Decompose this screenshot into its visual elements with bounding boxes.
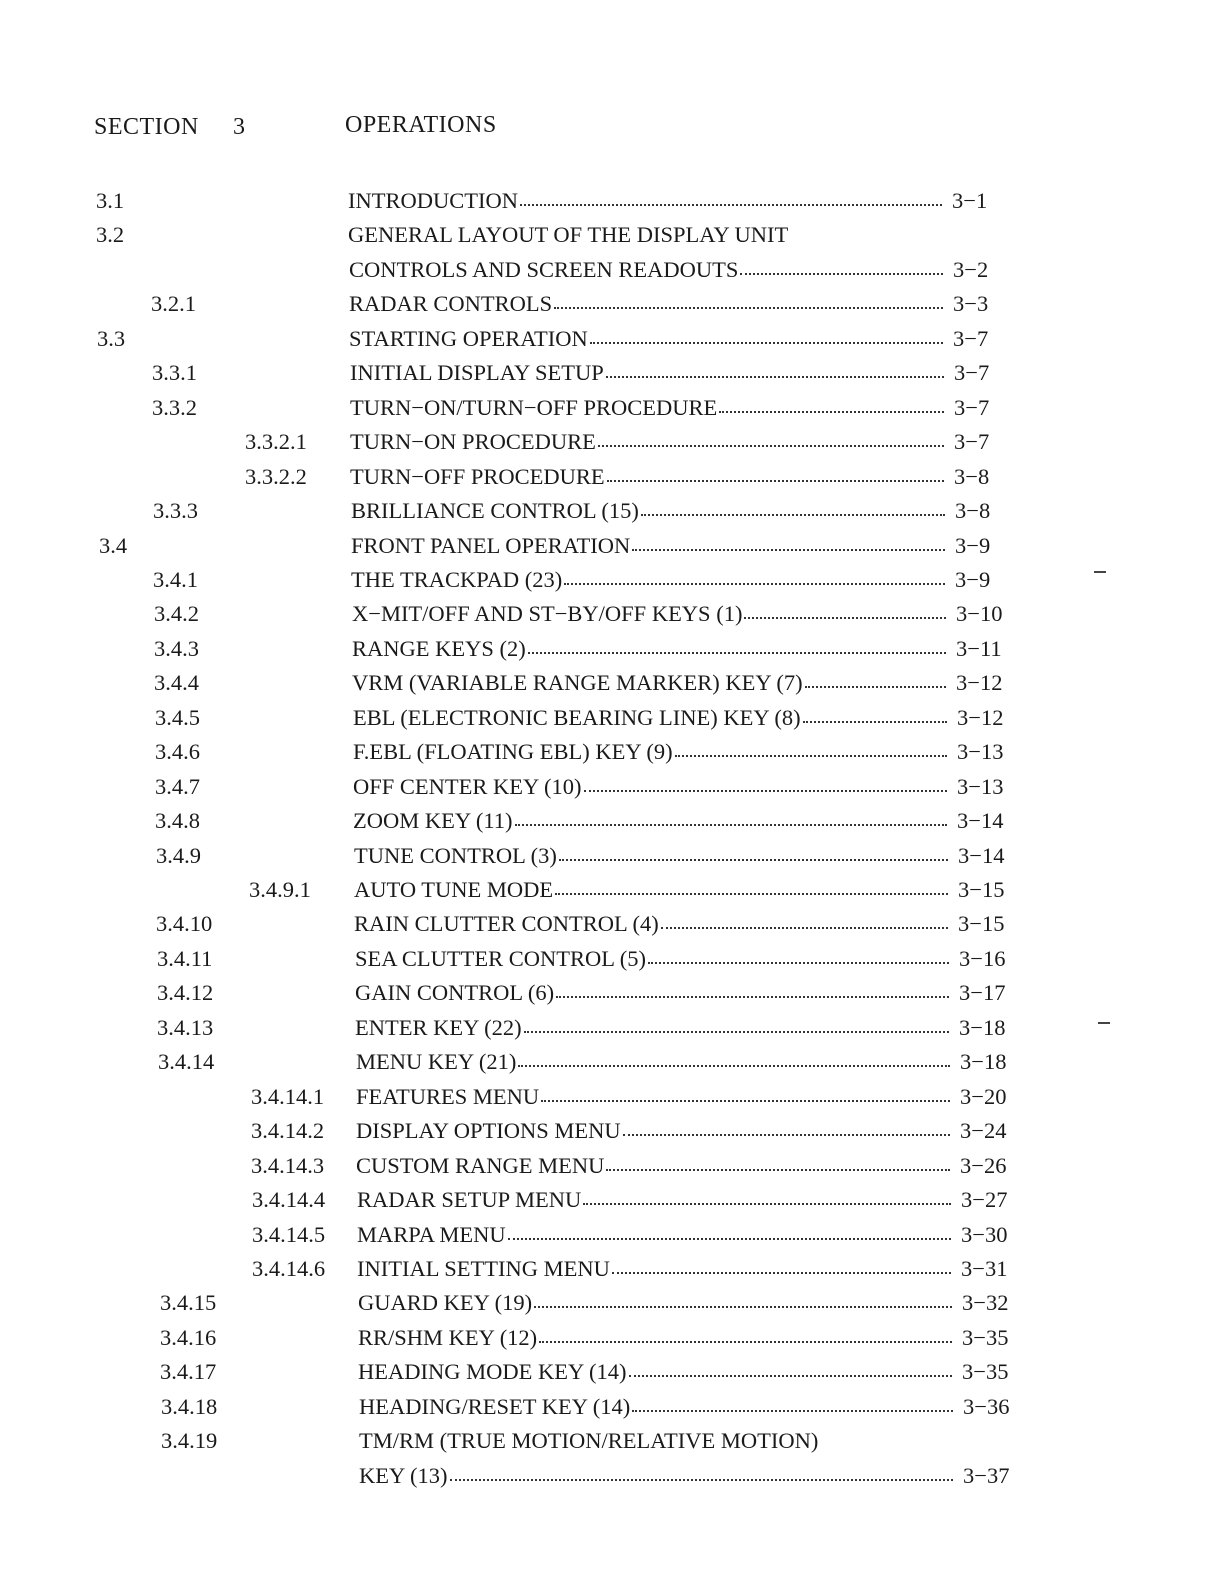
toc-row [0, 496, 1224, 526]
toc-number: 3.4.14.5 [252, 1221, 326, 1247]
toc-title: TURN−ON PROCEDURE [350, 429, 596, 455]
toc-entry[interactable] [349, 255, 947, 285]
toc-entry[interactable] [359, 1461, 957, 1491]
toc-entry[interactable] [356, 1047, 954, 1077]
margin-mark [1094, 571, 1106, 573]
dot-leader [641, 514, 945, 516]
toc-number: 3.3.2.1 [245, 429, 307, 455]
toc-page-number: 3−12 [956, 670, 1003, 696]
toc-row [0, 1426, 1224, 1456]
toc-number: 3.4.14 [158, 1049, 215, 1075]
toc-title: GENERAL LAYOUT OF THE DISPLAY UNIT [348, 222, 789, 248]
toc-row [0, 772, 1224, 802]
toc-title: RADAR CONTROLS [349, 291, 553, 317]
toc-number: 3.4.14.1 [251, 1083, 325, 1109]
toc-page-number: 3−35 [962, 1359, 1009, 1385]
toc-number: 3.3.2 [152, 394, 197, 420]
toc-entry[interactable] [352, 599, 950, 629]
toc-page-number: 3−9 [955, 532, 991, 558]
toc-number: 3.4.12 [157, 980, 214, 1006]
dot-leader [661, 927, 948, 929]
toc-row [0, 462, 1224, 492]
toc-page-number: 3−2 [953, 256, 989, 282]
toc-page-number: 3−18 [959, 1014, 1006, 1040]
toc-entry[interactable] [352, 634, 950, 664]
toc-number: 3.4.13 [157, 1014, 214, 1040]
dot-leader [606, 1169, 950, 1171]
toc-number: 3.4.17 [160, 1359, 217, 1385]
toc-page-number: 3−15 [958, 877, 1005, 902]
toc-number: 3.3.2.2 [245, 463, 307, 489]
toc-number: 3.4.7 [155, 773, 200, 799]
toc-title: INITIAL SETTING MENU [357, 1255, 610, 1281]
toc-number: 3.4 [99, 532, 128, 558]
dot-leader [524, 1031, 949, 1033]
toc-entry[interactable] [350, 393, 948, 423]
toc-entry[interactable] [354, 909, 952, 939]
toc-title: EBL (ELECTRONIC BEARING LINE) KEY (8) [353, 704, 801, 730]
toc-number: 3.3.3 [153, 498, 198, 524]
toc-page-number: 3−13 [957, 739, 1004, 765]
toc-title: OFF CENTER KEY (10) [353, 773, 582, 799]
toc-number: 3.4.14.4 [252, 1187, 326, 1213]
toc-row [0, 220, 1224, 250]
toc-number: 3.4.9.1 [249, 877, 311, 902]
toc-title: FRONT PANEL OPERATION [351, 532, 631, 558]
toc-page-number: 3−7 [954, 394, 990, 420]
dot-leader [590, 342, 943, 344]
toc-entry[interactable] [358, 1323, 956, 1353]
toc-row [0, 186, 1224, 216]
toc-page-number: 3−7 [953, 325, 989, 351]
toc-title: X−MIT/OFF AND ST−BY/OFF KEYS (1) [352, 601, 743, 627]
toc-entry[interactable] [349, 289, 947, 319]
toc-page-number: 3−30 [961, 1221, 1008, 1247]
toc-entry[interactable] [348, 220, 946, 250]
toc-row [0, 1392, 1224, 1422]
toc-page-number: 3−32 [962, 1290, 1009, 1316]
toc-row [0, 841, 1224, 871]
toc-title: BRILLIANCE CONTROL (15) [351, 498, 639, 524]
toc-title: TURN−OFF PROCEDURE [350, 463, 605, 489]
toc-title: ENTER KEY (22) [355, 1014, 522, 1040]
toc-number: 3.1 [96, 188, 125, 213]
section-label: SECTION [94, 114, 199, 140]
dot-leader [534, 1306, 952, 1308]
toc-entry[interactable] [351, 531, 949, 561]
toc-entry[interactable] [355, 978, 953, 1008]
dot-leader [541, 1100, 950, 1102]
toc-row [0, 427, 1224, 457]
dot-leader [629, 1375, 953, 1377]
toc-row [0, 289, 1224, 319]
toc-page-number: 3−16 [959, 945, 1006, 971]
toc-title: KEY (13) [359, 1462, 448, 1488]
toc-entry[interactable] [350, 462, 948, 492]
dot-leader [740, 273, 943, 275]
toc-entry[interactable] [353, 772, 951, 802]
toc-page-number: 3−36 [963, 1393, 1010, 1419]
toc-number: 3.4.1 [153, 566, 198, 592]
toc-row [0, 1461, 1224, 1491]
toc-title: HEADING/RESET KEY (14) [359, 1393, 631, 1419]
toc-page-number: 3−7 [954, 429, 990, 455]
toc-page-number: 3−35 [962, 1324, 1009, 1350]
toc-row [0, 1220, 1224, 1250]
toc-number: 3.2 [96, 222, 125, 248]
toc-entry[interactable] [353, 703, 951, 733]
toc-page-number: 3−27 [961, 1187, 1008, 1213]
toc-row [0, 1082, 1224, 1112]
toc-title: CUSTOM RANGE MENU [356, 1152, 605, 1178]
toc-title: TM/RM (TRUE MOTION/RELATIVE MOTION) [359, 1428, 819, 1454]
toc-title: STARTING OPERATION [349, 325, 588, 351]
toc-entry[interactable] [354, 875, 952, 905]
toc-row [0, 599, 1224, 629]
toc-row [0, 255, 1224, 285]
toc-number: 3.3.1 [152, 360, 197, 386]
dot-leader [607, 480, 944, 482]
toc-page-number: 3−1 [952, 188, 988, 213]
toc-entry[interactable] [358, 1357, 956, 1387]
toc-number: 3.4.18 [161, 1393, 218, 1419]
dot-leader [554, 307, 943, 309]
toc-page-number: 3−7 [954, 360, 990, 386]
toc-page-number: 3−14 [958, 842, 1005, 868]
dot-leader [518, 1065, 950, 1067]
dot-leader [515, 824, 947, 826]
toc-entry[interactable] [350, 358, 948, 388]
toc-page-number: 3−8 [955, 498, 991, 524]
toc-entry[interactable] [353, 737, 951, 767]
toc-page-number: 3−26 [960, 1152, 1007, 1178]
toc-row [0, 1185, 1224, 1215]
toc-row [0, 1288, 1224, 1318]
toc-row [0, 909, 1224, 939]
toc-row [0, 978, 1224, 1008]
dot-leader [744, 617, 946, 619]
dot-leader [632, 1410, 953, 1412]
toc-title: MENU KEY (21) [356, 1049, 517, 1075]
dot-leader [583, 1203, 951, 1205]
toc-row [0, 806, 1224, 836]
toc-title: SEA CLUTTER CONTROL (5) [355, 945, 647, 971]
toc-row [0, 324, 1224, 354]
toc-title: ZOOM KEY (11) [353, 808, 513, 834]
toc-page-number: 3−24 [960, 1118, 1007, 1144]
toc-entry[interactable] [353, 806, 951, 836]
toc-entry[interactable] [357, 1185, 955, 1215]
toc-entry[interactable] [359, 1392, 957, 1422]
toc-number: 3.4.6 [155, 739, 200, 765]
toc-row [0, 1013, 1224, 1043]
toc-entry[interactable] [350, 427, 948, 457]
toc-page-number: 3−11 [956, 635, 1002, 661]
toc-title: RANGE KEYS (2) [352, 635, 526, 661]
toc-page-number: 3−14 [957, 808, 1004, 834]
toc-number: 3.4.10 [156, 911, 213, 937]
toc-number: 3.4.11 [157, 945, 213, 971]
toc-title: RR/SHM KEY (12) [358, 1324, 538, 1350]
toc-number: 3.4.9 [156, 842, 201, 868]
toc-page-number: 3−13 [957, 773, 1004, 799]
toc-entry[interactable] [348, 186, 946, 216]
toc-row [0, 737, 1224, 767]
toc-title: INTRODUCTION [348, 188, 518, 213]
dot-leader [539, 1341, 952, 1343]
dot-leader [606, 376, 944, 378]
toc-title: AUTO TUNE MODE [354, 877, 554, 902]
toc-entry[interactable] [358, 1288, 956, 1318]
toc-page-number: 3−15 [958, 911, 1005, 937]
section-number: 3 [233, 114, 246, 140]
dot-leader [612, 1272, 951, 1274]
toc-row [0, 1357, 1224, 1387]
toc-number: 3.3 [97, 325, 126, 351]
toc-title: TURN−ON/TURN−OFF PROCEDURE [350, 394, 718, 420]
toc-row [0, 1254, 1224, 1284]
toc-row [0, 944, 1224, 974]
toc-entry[interactable] [357, 1254, 955, 1284]
toc-entry[interactable] [356, 1151, 954, 1181]
toc-title: FEATURES MENU [356, 1083, 540, 1109]
dot-leader [528, 652, 946, 654]
dot-leader [520, 204, 942, 206]
toc-title: VRM (VARIABLE RANGE MARKER) KEY (7) [352, 670, 803, 696]
toc-title: THE TRACKPAD (23) [351, 566, 563, 592]
dot-leader [805, 686, 946, 688]
dot-leader [555, 893, 948, 895]
section-title: OPERATIONS [345, 112, 497, 138]
toc-title: CONTROLS AND SCREEN READOUTS [349, 256, 739, 282]
toc-row [0, 1151, 1224, 1181]
toc-title: DISPLAY OPTIONS MENU [356, 1118, 621, 1144]
toc-page-number: 3−10 [956, 601, 1003, 627]
toc-entry[interactable] [356, 1116, 954, 1146]
toc-page-number: 3−12 [957, 704, 1004, 730]
toc-page-number: 3−3 [953, 291, 989, 317]
toc-title: HEADING MODE KEY (14) [358, 1359, 627, 1385]
toc-number: 3.4.4 [154, 670, 199, 696]
dot-leader [450, 1479, 953, 1481]
toc-row [0, 1323, 1224, 1353]
toc-row [0, 703, 1224, 733]
dot-leader [508, 1238, 951, 1240]
toc-row [0, 393, 1224, 423]
toc-number: 3.4.19 [161, 1428, 218, 1454]
toc-title: RADAR SETUP MENU [357, 1187, 582, 1213]
toc-number: 3.4.16 [160, 1324, 217, 1350]
dot-leader [803, 721, 947, 723]
toc-row [0, 358, 1224, 388]
dot-leader [556, 996, 949, 998]
toc-number: 3.4.15 [160, 1290, 217, 1316]
toc-row [0, 565, 1224, 595]
dot-leader [719, 411, 944, 413]
toc-number: 3.4.3 [154, 635, 199, 661]
toc-entry[interactable] [354, 841, 952, 871]
dot-leader [564, 583, 945, 585]
toc-number: 3.4.14.2 [251, 1118, 325, 1144]
toc-entry[interactable] [359, 1426, 957, 1456]
toc-page-number: 3−20 [960, 1083, 1007, 1109]
toc-number: 3.4.14.6 [252, 1255, 326, 1281]
dot-leader [559, 859, 948, 861]
toc-page-number: 3−18 [960, 1049, 1007, 1075]
toc-entry[interactable] [357, 1220, 955, 1250]
toc-number: 3.4.5 [155, 704, 200, 730]
toc-number: 3.4.8 [155, 808, 200, 834]
dot-leader [598, 445, 944, 447]
toc-entry[interactable] [351, 565, 949, 595]
toc-number: 3.4.14.3 [251, 1152, 325, 1178]
toc-title: RAIN CLUTTER CONTROL (4) [354, 911, 659, 937]
toc-number: 3.2.1 [151, 291, 196, 317]
toc-page-number: 3−17 [959, 980, 1006, 1006]
dot-leader [623, 1134, 950, 1136]
margin-mark [1098, 1022, 1110, 1024]
toc-entry[interactable] [355, 1013, 953, 1043]
toc-title: GAIN CONTROL (6) [355, 980, 555, 1006]
toc-page-number: 3−8 [954, 463, 990, 489]
dot-leader [584, 790, 947, 792]
toc-title: F.EBL (FLOATING EBL) KEY (9) [353, 739, 673, 765]
toc-entry[interactable] [351, 496, 949, 526]
toc-page-number: 3−9 [955, 566, 991, 592]
dot-leader [648, 962, 949, 964]
toc-title: GUARD KEY (19) [358, 1290, 533, 1316]
toc-row [0, 634, 1224, 664]
toc-page-number: 3−31 [961, 1255, 1008, 1281]
dot-leader [632, 549, 945, 551]
toc-number: 3.4.2 [154, 601, 199, 627]
toc-title: MARPA MENU [357, 1221, 506, 1247]
toc-row [0, 1047, 1224, 1077]
toc-entry[interactable] [355, 944, 953, 974]
toc-page-number: 3−37 [963, 1462, 1010, 1488]
toc-row [0, 875, 1224, 905]
toc-row [0, 531, 1224, 561]
toc-row [0, 668, 1224, 698]
toc-entry[interactable] [349, 324, 947, 354]
toc-entry[interactable] [352, 668, 950, 698]
toc-title: TUNE CONTROL (3) [354, 842, 557, 868]
toc-title: INITIAL DISPLAY SETUP [350, 360, 604, 386]
toc-entry[interactable] [356, 1082, 954, 1112]
dot-leader [675, 755, 947, 757]
toc-row [0, 1116, 1224, 1146]
